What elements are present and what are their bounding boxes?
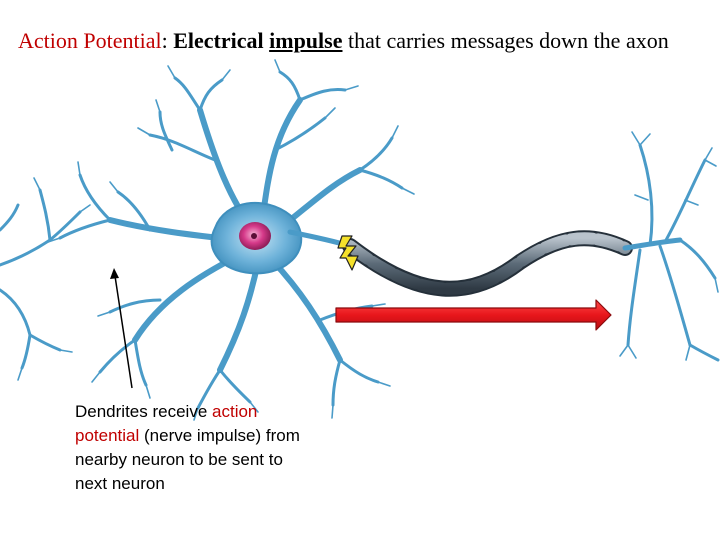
caption-part1: Dendrites receive — [75, 402, 213, 421]
title-colon: : — [161, 28, 174, 53]
left-neighbor-dendrites — [0, 178, 90, 380]
title-definition-part2: that carries messages down the axon — [342, 28, 669, 53]
pointer-arrow — [110, 268, 132, 388]
nucleolus — [251, 233, 257, 239]
title-term: Action Potential — [18, 28, 162, 53]
title-underlined-word: impulse — [269, 28, 343, 53]
title-definition-part1: Electrical — [173, 28, 270, 53]
caption-part2: (nerve impulse) from nearby neuron to be sent to next neuron — [75, 426, 300, 493]
caption-highlight: action potential — [75, 402, 258, 445]
axon — [350, 238, 625, 289]
axon-terminals — [620, 132, 718, 360]
dendrite-caption — [75, 400, 300, 496]
